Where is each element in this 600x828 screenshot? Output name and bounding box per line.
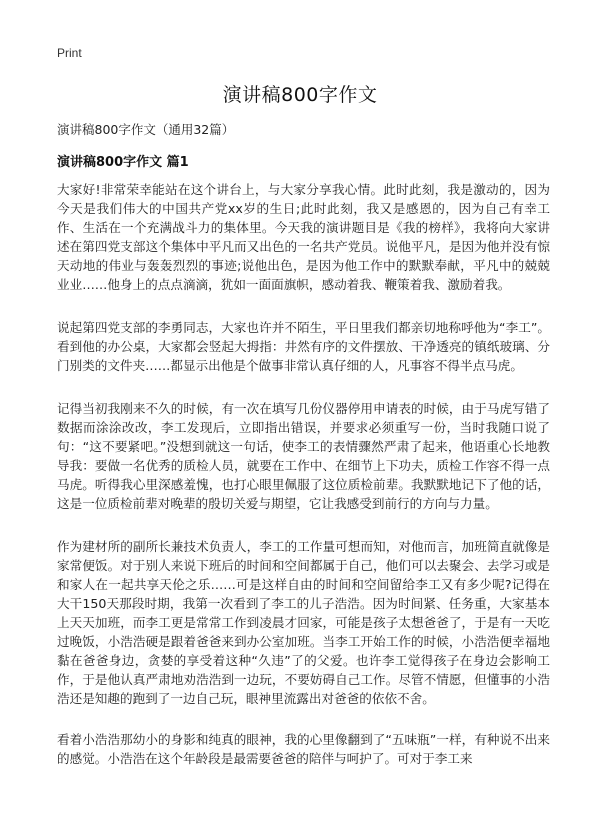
section-heading: 演讲稿800字作文 篇1 <box>57 155 189 170</box>
paragraph: 说起第四党支部的李勇同志，大家也许并不陌生，平日里我们都亲切地称呼他为“李工”。看到他的办公桌，大家都会竖起大拇指：井然有序的文件摆放、干净透亮的镇纸玻璃、分门别类的文件夹……都显示出他是个做事非常认真仔细的人，凡事容不得半点马虎。 <box>57 320 550 373</box>
document-subtitle: 演讲稿800字作文（通用32篇） <box>57 122 235 137</box>
paragraph: 大家好!非常荣幸能站在这个讲台上，与大家分享我心情。此时此刻，我是激动的，因为今天是我们伟大的中国共产党xx岁的生日;此时此刻，我又是感恩的，因为自己有幸工作、生活在一个充满战斗力的集体里。今天我的演讲题目是《我的榜样》，我将向大家讲述在第四党支部这个集体中平凡而又出色的一名共产党员。说他平凡，是因为他并没有惊天动地的伟业与轰轰烈烈的事迹;说他出色，是因为他工作中的默默奉献，平凡中的兢兢业业……他身上的点点滴滴，犹如一面面旗帜，感动着我、鞭策着我、激励着我。 <box>57 182 550 292</box>
paragraph: 作为建材所的副所长兼技术负责人，李工的工作量可想而知，对他而言，加班简直就像是家常便饭。对于别人来说下班后的时间和空间都属于自己，他们可以去聚会、去学习或是和家人在一起共享天伦之乐……可是这样自由的时间和空间留给李工又有多少呢?记得在大干150天那段时期，我第一次看到了李工的儿子浩浩。因为时间紧、任务重，大家基本上天天加班，而李工更是常常工作到凌晨才回家，可能是孩子太想爸爸了，于是有一天吃过晚饭，小浩浩硬是跟着爸爸来到办公室加班。当李工开始工作的时候，小浩浩便幸福地黏在爸爸身边，贪婪的享受着这种“久违”了的父爱。也许李工觉得孩子在身边会影响工作，于是他认真严肃地劝浩浩到一边玩，不要妨碍自己工作。尽管不情愿，但懂事的小浩浩还是知趣的跑到了一边自己玩，眼神里流露出对爸爸的依依不舍。 <box>57 539 550 706</box>
paragraph: 记得当初我刚来不久的时候，有一次在填写几份仪器停用申请表的时候，由于马虎写错了数据而涂涂改改，李工发现后，立即指出错误，并要求必须重写一份，当时我随口说了句：“这不要紧吧。”没想到就这一句话，使李工的表情骤然严肃了起来，他语重心长地教导我：要做一名优秀的质检人员，就要在工作中、在细节上下功夫，质检工作容不得一点马虎。听得我心里深感羞愧，也打心眼里佩服了这位质检前辈。我默默地记下了他的话，这是一位质检前辈对晚辈的殷切关爱与期望，它让我感受到前行的方向与力量。 <box>57 401 550 511</box>
page-title: 演讲稿800字作文 <box>222 84 378 106</box>
paragraph: 看着小浩浩那幼小的身影和纯真的眼神，我的心里像翻到了“五味瓶”一样，有种说不出来的感觉。小浩浩在这个年龄段是最需要爸爸的陪伴与呵护了。可对于李工来 <box>57 732 550 766</box>
print-label: Print <box>57 46 82 60</box>
